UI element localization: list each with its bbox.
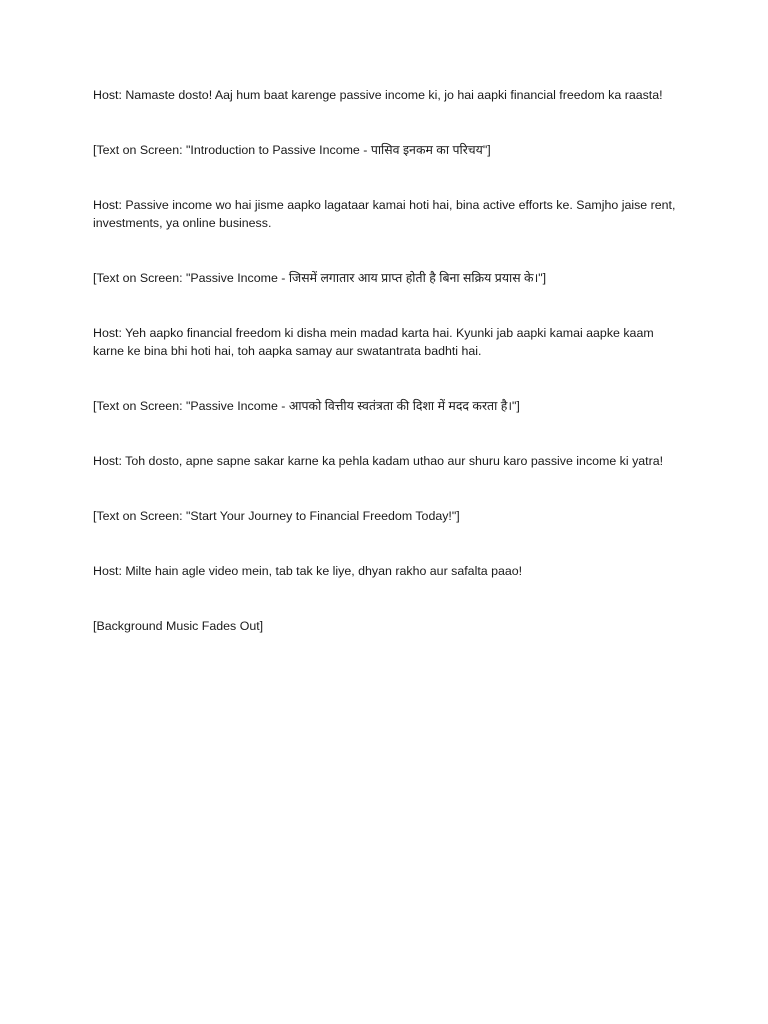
host-line-definition: Host: Passive income wo hai jisme aapko lagataar kamai hoti hai, bina active efforts ke. Samjho jaise rent, investments, ya online business. xyxy=(93,198,676,230)
paragraph-spacer xyxy=(93,104,683,141)
stage-direction-music: [Background Music Fades Out] xyxy=(93,619,264,633)
paragraph-spacer xyxy=(93,287,683,324)
screen-text-freedom: [Text on Screen: "Passive Income - आपको वित्तीय स्वतंत्रता की दिशा में मदद करता है।"] xyxy=(93,399,520,413)
paragraph-spacer xyxy=(93,232,683,269)
paragraph-spacer xyxy=(93,525,683,562)
host-line-freedom: Host: Yeh aapko financial freedom ki disha mein madad karta hai. Kyunki jab aapki kamai aapke kaam karne ke bina bhi hoti hai, toh aapka samay aur swatantrata badhti hai. xyxy=(93,326,654,358)
host-line-outro: Host: Milte hain agle video mein, tab tak ke liye, dhyan rakho aur safalta paao! xyxy=(93,564,523,578)
paragraph-spacer xyxy=(93,470,683,507)
host-line-intro: Host: Namaste dosto! Aaj hum baat karenge passive income ki, jo hai aapki financial freedom ka raasta! xyxy=(93,88,663,102)
paragraph-spacer xyxy=(93,159,683,196)
paragraph-spacer xyxy=(93,360,683,397)
host-line-journey: Host: Toh dosto, apne sapne sakar karne ka pehla kadam uthao aur shuru karo passive income ki yatra! xyxy=(93,454,664,468)
paragraph-spacer xyxy=(93,580,683,617)
document-body xyxy=(93,86,683,635)
paragraph-spacer xyxy=(93,415,683,452)
screen-text-intro: [Text on Screen: "Introduction to Passive Income - पासिव इनकम का परिचय"] xyxy=(93,143,491,157)
screen-text-definition: [Text on Screen: "Passive Income - जिसमें लगातार आय प्राप्त होती है बिना सक्रिय प्रयास के।"] xyxy=(93,271,547,285)
screen-text-journey: [Text on Screen: "Start Your Journey to Financial Freedom Today!"] xyxy=(93,509,460,523)
